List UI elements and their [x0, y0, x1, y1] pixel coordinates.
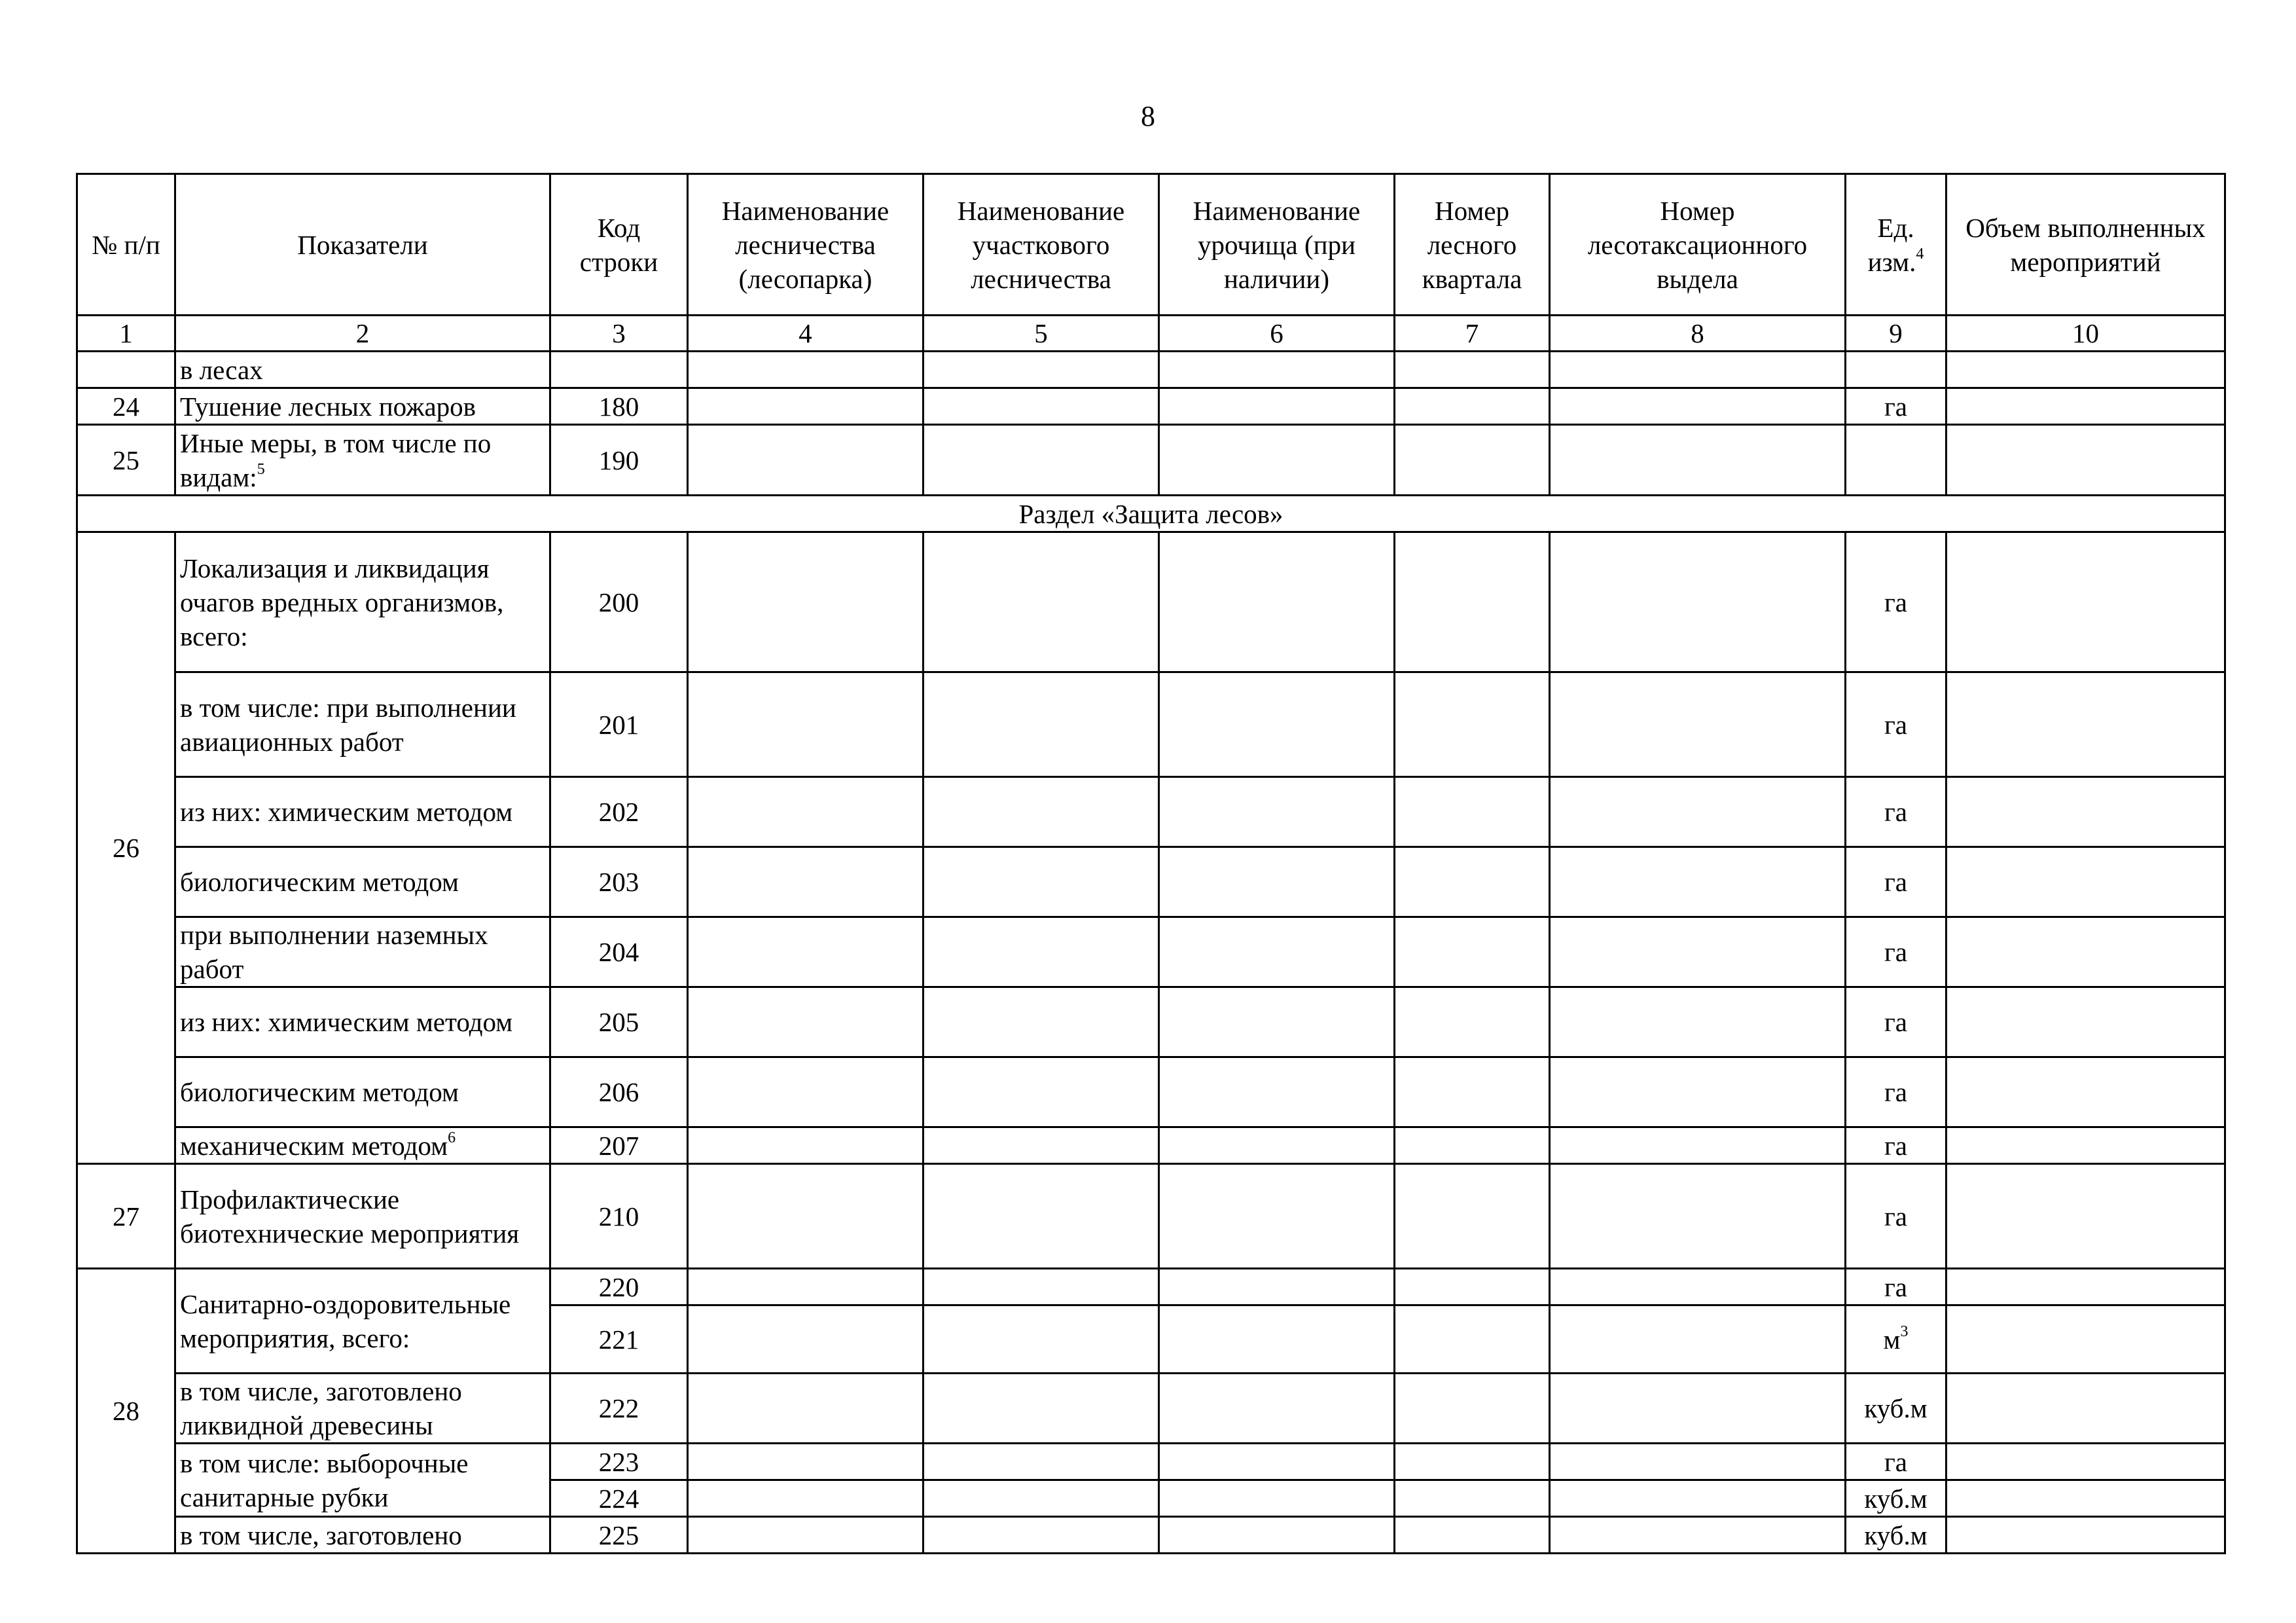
unit: га [1846, 917, 1946, 987]
report-table [76, 173, 2226, 1554]
unit: га [1846, 532, 1946, 672]
indicator-label: в том числе, заготовлено ликвидной древесины [175, 1374, 550, 1444]
line-code: 180 [550, 388, 688, 425]
line-code: 207 [550, 1127, 688, 1164]
line-code: 204 [550, 917, 688, 987]
footnote-ref: 5 [257, 460, 265, 478]
footnote-ref: 4 [1916, 245, 1924, 263]
table-row [77, 425, 2225, 496]
header-row [77, 174, 2225, 316]
line-code: 200 [550, 532, 688, 672]
unit: га [1846, 777, 1946, 847]
table-row [77, 1374, 2225, 1444]
section-title: Раздел «Защита лесов» [77, 496, 2225, 532]
unit: га [1846, 1269, 1946, 1305]
line-code: 202 [550, 777, 688, 847]
unit: га [1846, 847, 1946, 917]
indicator-label: Локализация и ликвидация очагов вредных организмов, всего: [175, 532, 550, 672]
line-code: 225 [550, 1517, 688, 1554]
line-code: 221 [550, 1305, 688, 1374]
unit: га [1846, 1057, 1946, 1127]
footnote-ref: 6 [448, 1129, 456, 1146]
header-unit: Ед. изм.$^4$ [1846, 174, 1946, 316]
unit: га [1846, 388, 1946, 425]
unit: га [1846, 1127, 1946, 1164]
header-quarter: Номер лесного квартала [1395, 174, 1550, 316]
header-forestry: Наименование лесничества (лесопарка) [688, 174, 924, 316]
indicator-label: Иные меры, в том числе по видам:$^5$ [175, 425, 550, 496]
page-number: 8 [1141, 100, 1155, 132]
col-number: 8 [1550, 316, 1846, 352]
line-code: 201 [550, 672, 688, 777]
unit: куб.м [1846, 1374, 1946, 1444]
line-code: 190 [550, 425, 688, 496]
indicator-label: биологическим методом [175, 1057, 550, 1127]
line-code: 206 [550, 1057, 688, 1127]
row-number: 28 [77, 1269, 175, 1554]
table-row [77, 847, 2225, 917]
col-number: 5 [924, 316, 1159, 352]
unit: куб.м [1846, 1480, 1946, 1517]
line-code: 223 [550, 1444, 688, 1480]
table-row [77, 1164, 2225, 1269]
col-number: 9 [1846, 316, 1946, 352]
col-number: 7 [1395, 316, 1550, 352]
unit: $м^3$ [1846, 1305, 1946, 1374]
indicator-label: Профилактические биотехнические мероприятия [175, 1164, 550, 1269]
table-row [77, 777, 2225, 847]
table-row [77, 1517, 2225, 1554]
col-number: 2 [175, 316, 550, 352]
row-number: 25 [77, 425, 175, 496]
header-allotment: Номер лесотаксационного выдела [1550, 174, 1846, 316]
header-num: № п/п [77, 174, 175, 316]
table-row [77, 1127, 2225, 1164]
line-code: 203 [550, 847, 688, 917]
row-number: 24 [77, 388, 175, 425]
col-number: 6 [1159, 316, 1395, 352]
table-row [77, 672, 2225, 777]
table-row [77, 1057, 2225, 1127]
line-code: 210 [550, 1164, 688, 1269]
col-number: 4 [688, 316, 924, 352]
unit: га [1846, 1164, 1946, 1269]
indicator-label: в лесах [175, 352, 550, 388]
table-row [77, 352, 2225, 388]
line-code: 222 [550, 1374, 688, 1444]
table-row [77, 1269, 2225, 1305]
header-district-forestry: Наименование участкового лесничества [924, 174, 1159, 316]
row-number: 27 [77, 1164, 175, 1269]
indicator-label: биологическим методом [175, 847, 550, 917]
header-volume: Объем выполненных мероприятий [1946, 174, 2225, 316]
unit-superscript: 3 [1900, 1322, 1909, 1340]
table-row [77, 987, 2225, 1057]
unit: га [1846, 1444, 1946, 1480]
indicator-label: Тушение лесных пожаров [175, 388, 550, 425]
unit: га [1846, 672, 1946, 777]
row-number: 26 [77, 532, 175, 1164]
col-number: 1 [77, 316, 175, 352]
indicator-label: в том числе, заготовлено [175, 1517, 550, 1554]
line-code: 220 [550, 1269, 688, 1305]
indicator-label: из них: химическим методом [175, 777, 550, 847]
section-row [77, 496, 2225, 532]
indicator-label: Санитарно-оздоровительные мероприятия, всего: [175, 1269, 550, 1374]
column-number-row [77, 316, 2225, 352]
indicator-label: из них: химическим методом [175, 987, 550, 1057]
col-number: 10 [1946, 316, 2225, 352]
header-tract: Наименование урочища (при наличии) [1159, 174, 1395, 316]
indicator-label: в том числе: при выполнении авиационных работ [175, 672, 550, 777]
table-row [77, 1444, 2225, 1480]
table-row [77, 532, 2225, 672]
unit: га [1846, 987, 1946, 1057]
table-row [77, 388, 2225, 425]
unit: куб.м [1846, 1517, 1946, 1554]
col-number: 3 [550, 316, 688, 352]
header-indicators: Показатели [175, 174, 550, 316]
line-code: 224 [550, 1480, 688, 1517]
indicator-label: механическим методом$^6$ [175, 1127, 550, 1164]
table-row [77, 917, 2225, 987]
indicator-label: в том числе: выборочные санитарные рубки [175, 1444, 550, 1517]
header-line-code: Код строки [550, 174, 688, 316]
line-code: 205 [550, 987, 688, 1057]
indicator-label: при выполнении наземных работ [175, 917, 550, 987]
